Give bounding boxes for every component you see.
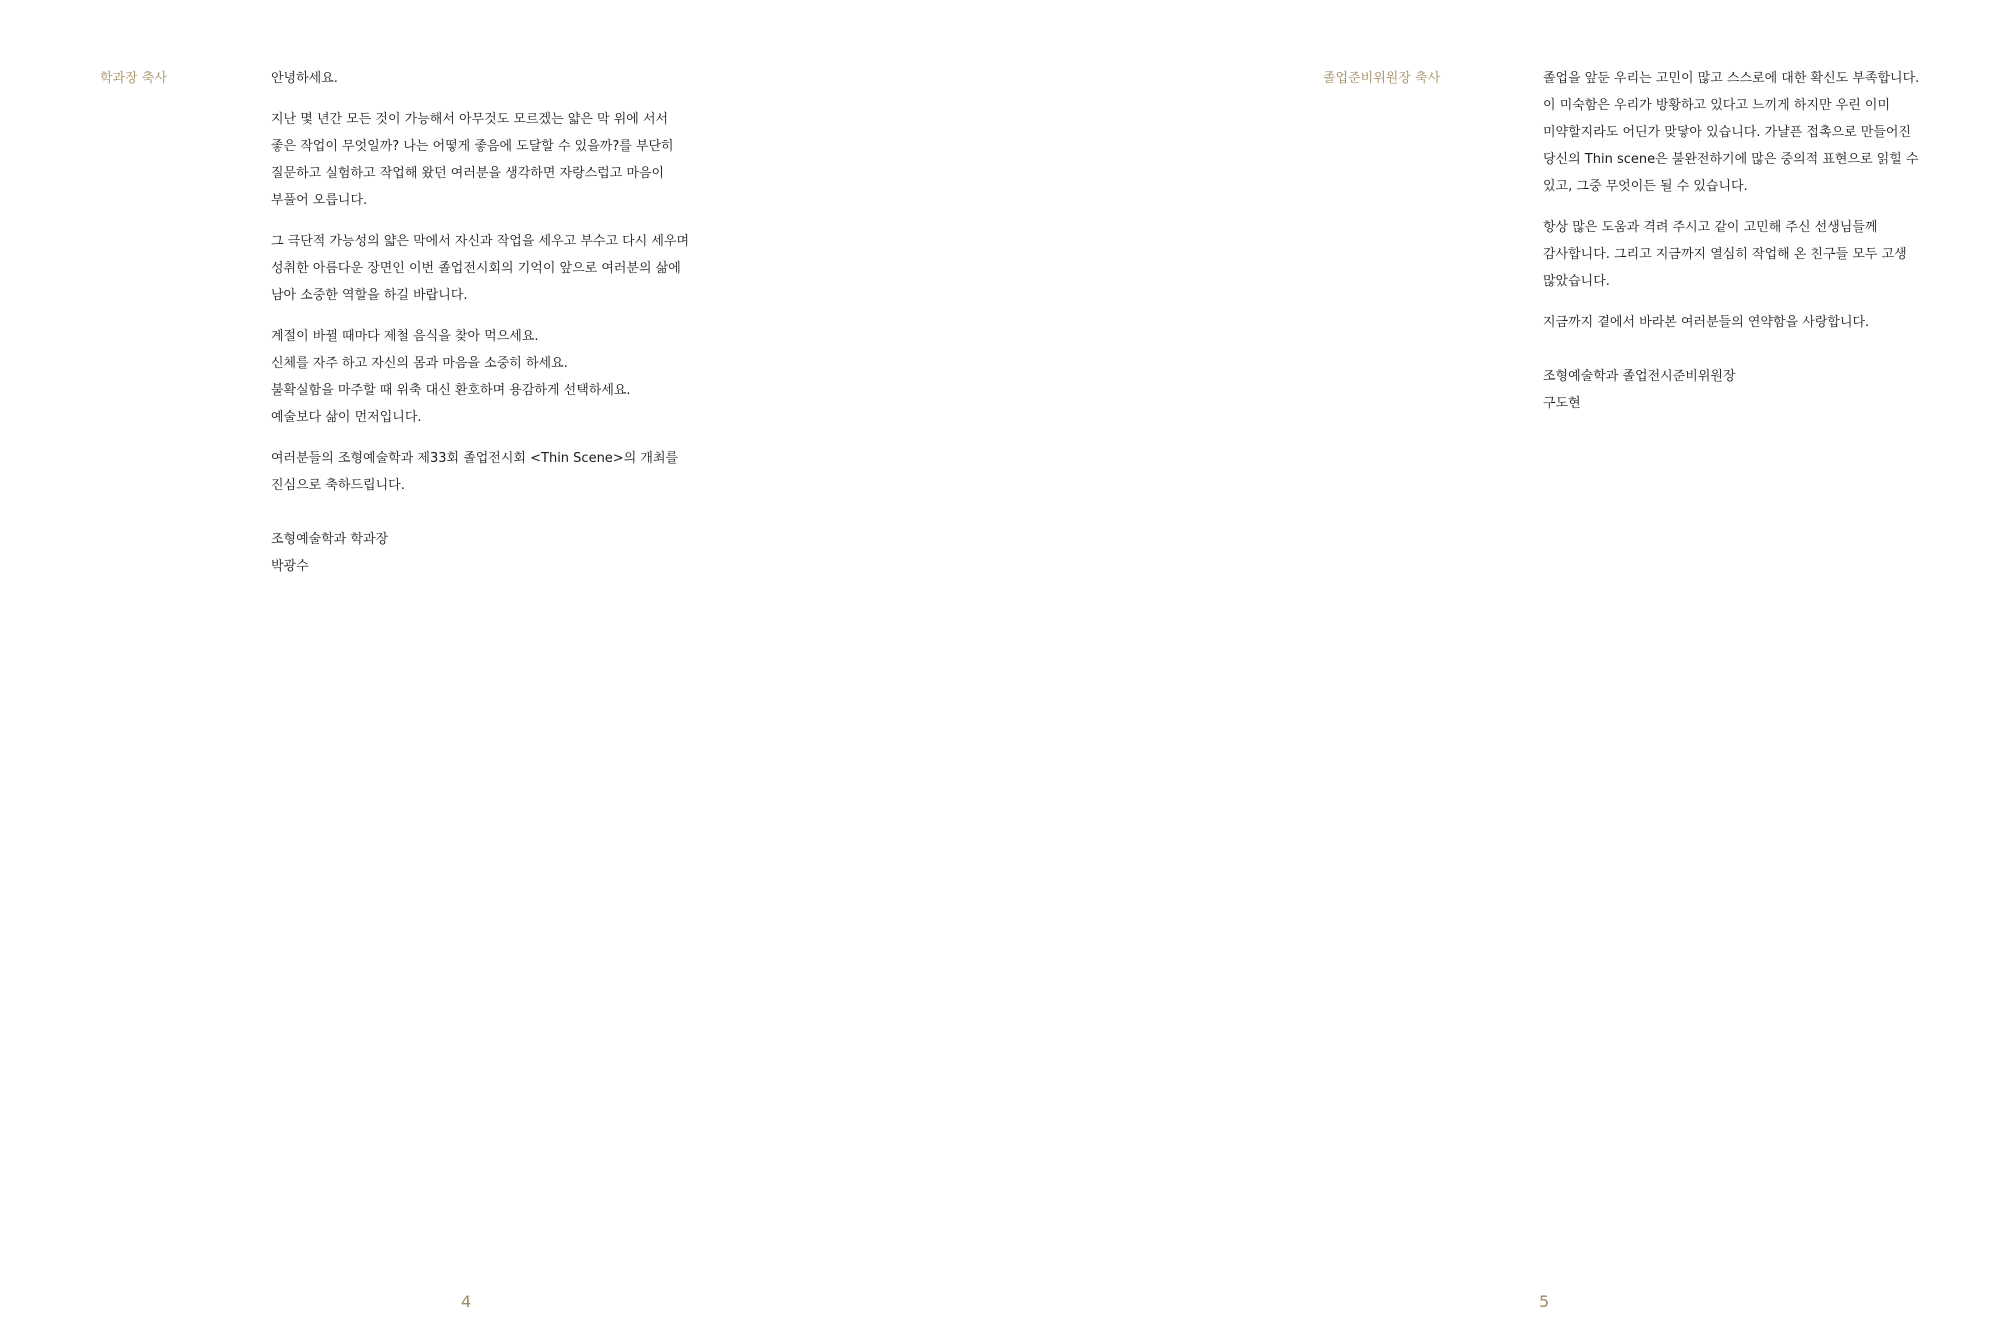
- text-line: 불확실함을 마주할 때 위축 대신 환호하며 용감하게 선택하세요.: [271, 383, 631, 398]
- left-paragraph: [271, 323, 711, 431]
- text-line: 좋은 작업이 무엇일까? 나는 어떻게 좋음에 도달할 수 있을까?를 부단히: [271, 139, 674, 154]
- right-section-label: 졸업준비위원장 축사: [1323, 71, 1441, 86]
- text-line: 졸업을 앞둔 우리는 고민이 많고 스스로에 대한 확신도 부족합니다.: [1543, 71, 1920, 86]
- right-letter-body: [1543, 65, 1983, 417]
- text-line: 항상 많은 도움과 격려 주시고 같이 고민해 주신 선생님들께: [1543, 220, 1878, 235]
- text-line: 미약할지라도 어딘가 맞닿아 있습니다. 가냘픈 접촉으로 만들어진: [1543, 125, 1911, 140]
- text-line: 지난 몇 년간 모든 것이 가능해서 아무것도 모르겠는 얇은 막 위에 서서: [271, 112, 669, 127]
- text-line: 질문하고 실험하고 작업해 왔던 여러분을 생각하면 자랑스럽고 마음이: [271, 166, 665, 181]
- signature-title: 조형예술학과 졸업전시준비위원장: [1543, 369, 1736, 384]
- signature-title: 조형예술학과 학과장: [271, 532, 389, 547]
- right-page-number: 5: [1539, 1292, 1550, 1311]
- right-paragraph: [1543, 65, 1983, 200]
- right-paragraph: [1543, 214, 1983, 295]
- text-line: 남아 소중한 역할을 하길 바랍니다.: [271, 288, 468, 303]
- text-line: 감사합니다. 그리고 지금까지 열심히 작업해 온 친구들 모두 고생: [1543, 247, 1907, 262]
- left-paragraph: [271, 228, 711, 309]
- text-line: 진심으로 축하드립니다.: [271, 478, 405, 493]
- text-line: 많았습니다.: [1543, 274, 1610, 289]
- right-signature: [1543, 363, 1983, 417]
- left-letter-body: [271, 65, 711, 580]
- text-line: 그 극단적 가능성의 얇은 막에서 자신과 작업을 세우고 부수고 다시 세우며: [271, 234, 690, 249]
- text-line: 여러분들의 조형예술학과 제33회 졸업전시회 <Thin Scene>의 개최를: [271, 451, 679, 466]
- text-line: 예술보다 삶이 먼저입니다.: [271, 410, 422, 425]
- text-line: 성취한 아름다운 장면인 이번 졸업전시회의 기억이 앞으로 여러분의 삶에: [271, 261, 681, 276]
- left-signature: [271, 526, 711, 580]
- text-line: 신체를 자주 하고 자신의 몸과 마음을 소중히 하세요.: [271, 356, 568, 371]
- left-section-label: 학과장 축사: [100, 71, 167, 86]
- text-line: 지금까지 곁에서 바라본 여러분들의 연약함을 사랑합니다.: [1543, 315, 1870, 330]
- left-page-number: 4: [461, 1292, 472, 1311]
- text-line: 부풀어 오릅니다.: [271, 193, 368, 208]
- signature-name: 박광수: [271, 559, 309, 574]
- signature-name: 구도현: [1543, 396, 1581, 411]
- text-line: 계절이 바뀔 때마다 제철 음식을 찾아 먹으세요.: [271, 329, 539, 344]
- text-line: 안녕하세요.: [271, 71, 338, 86]
- text-line: 있고, 그중 무엇이든 될 수 있습니다.: [1543, 179, 1748, 194]
- left-paragraph: [271, 65, 711, 92]
- text-line: 이 미숙함은 우리가 방황하고 있다고 느끼게 하지만 우린 이미: [1543, 98, 1891, 113]
- text-line: 당신의 Thin scene은 불완전하기에 많은 중의적 표현으로 읽힐 수: [1543, 152, 1919, 167]
- left-paragraph: [271, 106, 711, 214]
- left-paragraph: [271, 445, 711, 499]
- right-paragraph: [1543, 309, 1983, 336]
